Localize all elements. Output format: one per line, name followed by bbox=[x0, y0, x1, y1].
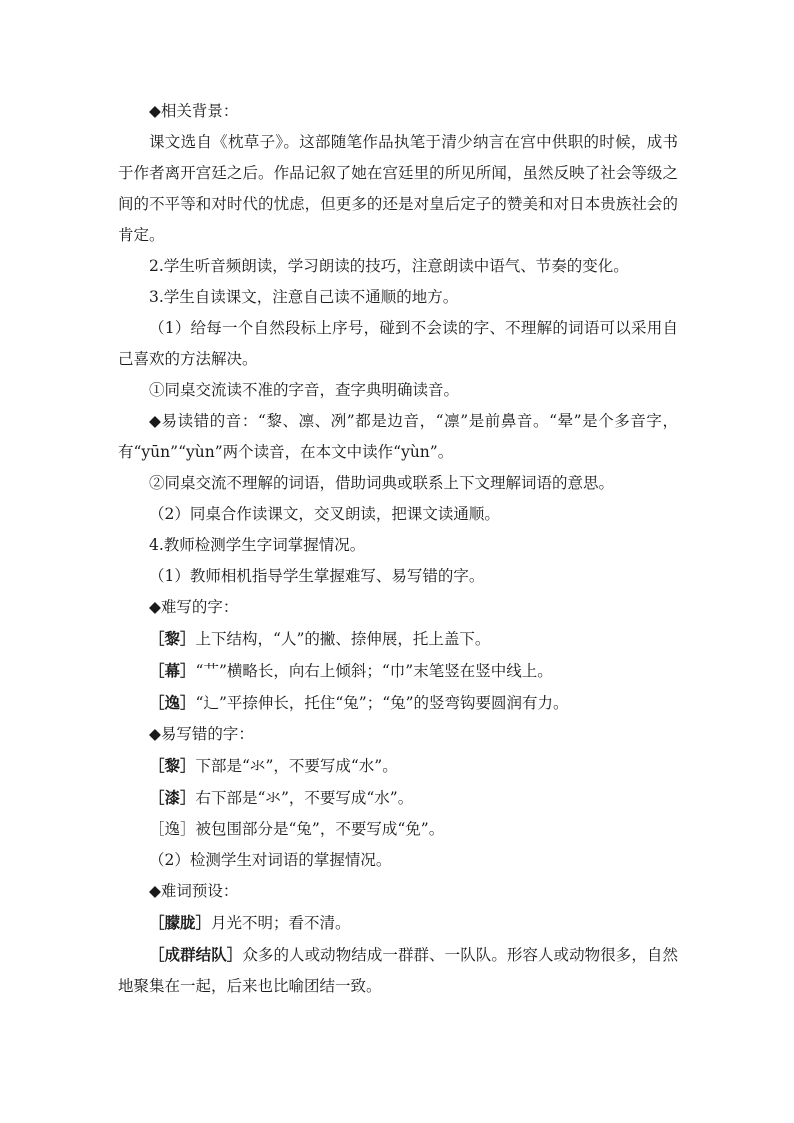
paragraph-char-yi: ［逸］“辶”平捺伸长，托住“兔”；“兔”的竖弯钩要圆润有力。 bbox=[149, 693, 569, 712]
paragraph-hard-words-heading: ◆难词预设： bbox=[149, 882, 239, 900]
paragraph-char-mu: ［幕］“艹”横略长，向右上倾斜；“巾”末笔竖在竖中线上。 bbox=[149, 661, 553, 680]
paragraph-word-menglong: ［朦胧］月光不明；看不清。 bbox=[149, 913, 351, 932]
paragraph-step-3-2: （2）同桌合作读课文，交叉朗读，把课文读通顺。 bbox=[149, 505, 500, 523]
document-body bbox=[118, 96, 678, 1002]
paragraph-pronunciation: ◆易读错的音：“黎、凛、冽”都是边音，“凛”是前鼻音。“晕”是个多音字，有“yūn”“yùn”两个读音，在本文中读作“yùn”。 bbox=[118, 412, 678, 461]
paragraph-word-chengqunjiedui: ［成群结队］众多的人或动物结成一群群、一队队。形容人或动物很多，自然地聚集在一起，后来也比喻团结一致。 bbox=[118, 945, 678, 995]
paragraph-step-4-2: （2）检测学生对词语的掌握情况。 bbox=[149, 851, 392, 869]
paragraph-step-2: 2.学生听音频朗读，学习朗读的技巧，注意朗读中语气、节奏的变化。 bbox=[149, 257, 629, 275]
paragraph-step-3-1: （1）给每一个自然段标上序号，碰到不会读的字、不理解的词语可以采用自己喜欢的方法解决。 bbox=[118, 319, 678, 368]
paragraph-step-4: 4.教师检测学生字词掌握情况。 bbox=[149, 536, 366, 554]
paragraph-hard-chars-heading: ◆难写的字： bbox=[149, 598, 239, 616]
paragraph-step-3-1-b: ②同桌交流不理解的词语，借助词典或联系上下文理解词语的意思。 bbox=[149, 474, 615, 492]
paragraph-background-heading: ◆相关背景： bbox=[149, 102, 239, 120]
paragraph-error-chars-heading: ◆易写错的字： bbox=[149, 725, 254, 743]
paragraph-step-3-1-a: ①同桌交流读不准的字音，查字典明确读音。 bbox=[149, 381, 460, 399]
paragraph-step-4-1: （1）教师相机指导学生掌握难写、易写错的字。 bbox=[149, 567, 485, 585]
paragraph-background-text: 课文选自《枕草子》。这部随笔作品执笔于清少纳言在宫中供职的时候，成书于作者离开宫廷之后。作品记叙了她在宫廷里的所见所闻，虽然反映了社会等级之间的不平等和对时代的忧虑，但更多的还是对皇后定子的赞美和对日本贵族社会的肯定。 bbox=[118, 133, 678, 244]
paragraph-step-3: 3.学生自读课文，注意自己读不通顺的地方。 bbox=[149, 288, 459, 306]
paragraph-error-li: ［黎］下部是“氺”，不要写成“水”。 bbox=[149, 756, 398, 775]
paragraph-char-li: ［黎］上下结构，“人”的撇、捺伸展，托上盖下。 bbox=[149, 629, 491, 648]
paragraph-error-yi: ［逸］被包围部分是“兔”，不要写成“免”。 bbox=[149, 820, 445, 838]
paragraph-error-qi: ［漆］右下部是“氺”，不要写成“水”。 bbox=[149, 788, 414, 807]
